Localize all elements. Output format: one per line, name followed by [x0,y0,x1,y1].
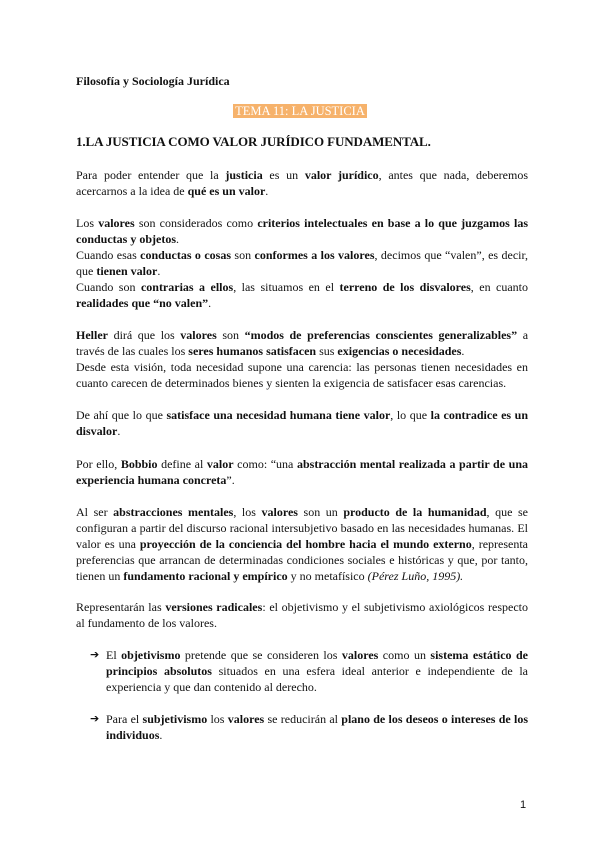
paragraph-text [76,359,528,391]
page-number: 1 [520,799,527,811]
text-run: Al ser [76,505,114,519]
emphasis-text: plano de los deseos o intereses de los individuos [106,712,528,742]
text-run: , en cuanto [470,280,529,294]
subject-title: Filosofía y Sociología Jurídica [76,74,230,88]
emphasis-text: seres humanos satisfacen [188,344,317,358]
text-run: son [231,248,255,262]
topic-heading: TEMA 11: LA JUSTICIA [235,104,365,118]
section-heading: 1.LA JUSTICIA COMO VALOR JURÍDICO FUNDAMENTAL. [76,134,431,149]
text-run: los [207,712,228,726]
bullet-subjectivism [90,711,528,743]
bullet-objectivism [90,647,528,695]
text-run: , los [233,505,262,519]
paragraph-text [76,279,528,311]
emphasis-text: criterios intelectuales en base a lo que juzgamos las conductas y objetos [76,216,528,246]
paragraph-text [76,167,528,199]
emphasis-text: justicia [225,168,263,182]
paragraph-text [76,327,528,359]
text-run: pretende que se consideren los [180,648,342,662]
text-run: , lo que [390,408,431,422]
text-run: Desde esta visión, toda necesidad supone una carencia: las personas tienen necesidades en cuanto carecen de determinados bienes y sienten la exigencia de satisfacer esas carencias. [76,360,528,390]
text-run: ”. [226,473,235,487]
text-run: , las situamos en el [233,280,340,294]
text-run: De ahí que lo que [76,408,167,422]
text-run: a través de las cuales los [76,328,529,358]
text-run: situados en una esfera ideal anterior e independiente de la experiencia y que dan contenido al derecho. [106,664,528,694]
text-run: . [117,424,121,438]
emphasis-text: abstracciones mentales [113,505,234,519]
emphasis-text: valores [227,712,265,726]
emphasis-text: abstracción mental realizada a partir de una experiencia humana concreta [76,457,528,487]
emphasis-text: tienen valor [96,264,158,278]
text-run: . [159,728,163,742]
text-run: son [216,328,245,342]
text-run: son considerados como [134,216,258,230]
text-run: y no metafísico [287,569,368,583]
emphasis-text: conductas o cosas [140,248,231,262]
text-run: como: “una [233,457,297,471]
paragraph-heller [76,327,528,391]
emphasis-text: exigencias o necesidades [337,344,462,358]
emphasis-text: terreno de los disvalores [339,280,471,294]
emphasis-text: valor jurídico [304,168,379,182]
text-run: Representarán las [76,600,166,614]
emphasis-text: realidades que “no valen” [76,296,209,310]
paragraph-radical-versions [76,599,528,631]
text-run: sus [316,344,338,358]
text-run: , antes que nada, deberemos acercarnos a la idea de [76,168,528,198]
emphasis-text: sistema estático de principios absolutos [106,648,528,678]
text-run: . [265,184,269,198]
text-run: , representa preferencias que arrancan de determinadas condiciones sociales e históricas y que, por tanto, tienen un [76,537,528,583]
emphasis-text: valores [261,505,298,519]
paragraph-text [76,407,528,439]
emphasis-text: valores [98,216,135,230]
text-run: son un [297,505,344,519]
text-run: Por ello, [76,457,121,471]
emphasis-text: valores [341,648,379,662]
emphasis-text: “modos de preferencias conscientes generalizables” [244,328,518,342]
emphasis-text: conformes a los valores [254,248,375,262]
bullet-text [106,647,528,695]
citation-text: (Pérez Luño, 1995). [367,569,464,583]
text-run: . [157,264,161,278]
text-run: define al [157,457,207,471]
emphasis-text: producto de la humanidad [343,505,487,519]
text-run: Cuando esas [76,248,141,262]
paragraph-abstractions [76,504,528,584]
text-run: Para poder entender que la [76,168,226,182]
bullet-text [106,711,528,743]
emphasis-text: Heller [76,328,108,342]
paragraph-text [76,599,528,631]
text-run: . [208,296,212,310]
text-run: : el objetivismo y el subjetivismo axiológicos respecto al fundamento de los valores. [76,600,528,630]
emphasis-text: objetivismo [121,648,181,662]
paragraph-values-definition [76,215,528,311]
paragraph-text [76,215,528,247]
emphasis-text: proyección de la conciencia del hombre hacia el mundo externo [139,537,472,551]
paragraph-bobbio [76,456,528,488]
text-run: dirá que los [107,328,181,342]
emphasis-text: qué es un valor [187,184,266,198]
emphasis-text: contrarias a ellos [140,280,234,294]
text-run: Para el [106,712,143,726]
arrow-right-icon: ➔ [90,712,100,725]
emphasis-text: subjetivismo [142,712,208,726]
emphasis-text: versiones radicales [165,600,263,614]
text-run: . [176,232,180,246]
paragraph-text [76,504,528,584]
text-run: El [106,648,122,662]
text-run: se reducirán al [264,712,342,726]
emphasis-text: valores [180,328,217,342]
paragraph-need-value [76,407,528,439]
emphasis-text: Bobbio [120,457,158,471]
paragraph-text [76,247,528,279]
paragraph-text [76,456,528,488]
arrow-right-icon: ➔ [90,648,100,661]
emphasis-text: valor [206,457,234,471]
text-run: es un [262,168,305,182]
text-run: como un [378,648,431,662]
text-run: Los [76,216,99,230]
text-run: , decimos que “valen”, es decir, que [76,248,529,278]
topic-heading-row [0,103,600,119]
emphasis-text: satisface una necesidad humana tiene valor [166,408,391,422]
emphasis-text: la contradice es un disvalor [76,408,528,438]
text-run: . [461,344,465,358]
emphasis-text: fundamento racional y empírico [123,569,288,583]
text-run: , que se configuran a partir del discurso racional intersubjetivo basado en las necesidades humanas. El valor es una [76,505,528,551]
paragraph-intro [76,167,528,199]
text-run: Cuando son [76,280,141,294]
